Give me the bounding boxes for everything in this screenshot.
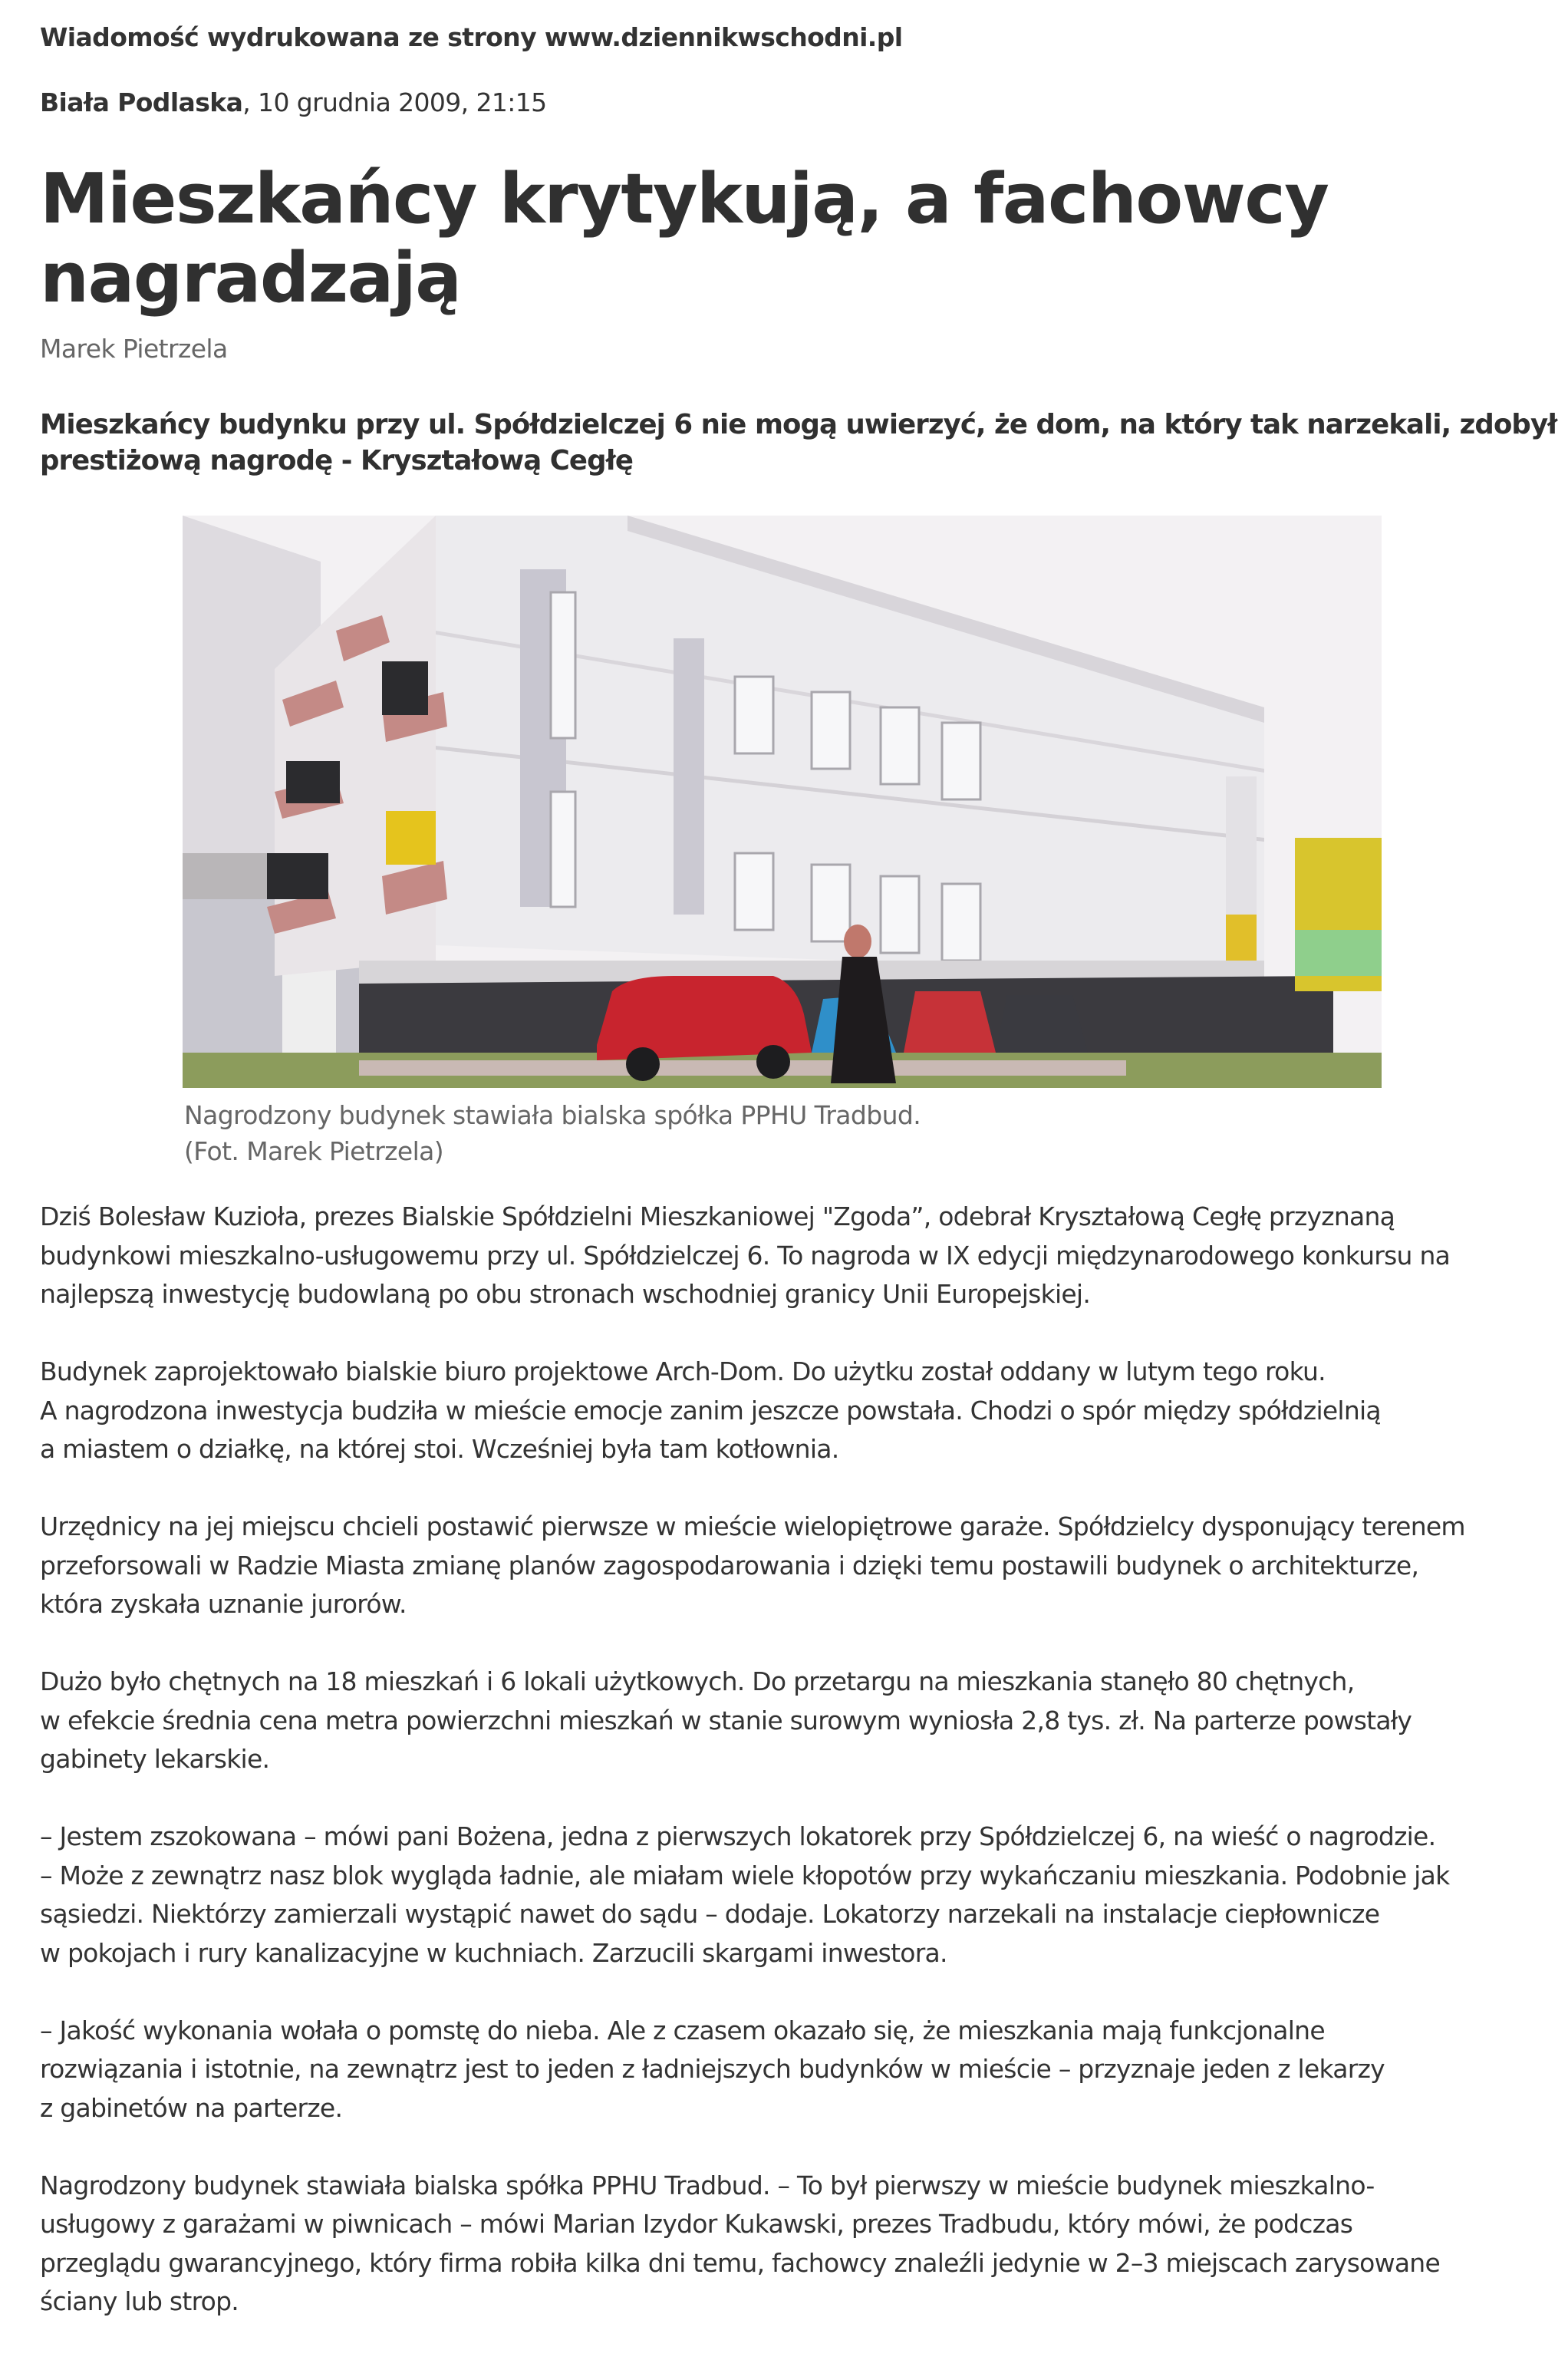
dateline-separator: , [242,87,259,117]
dateline-place: Biała Podlaska [40,87,243,117]
dateline [40,85,547,120]
paragraph-line: Budynek zaprojektowało bialskie biuro projektowe Arch-Dom. Do użytku został oddany w lutym tego roku. [40,1356,1326,1386]
paragraph-line: w efekcie średnia cena metra powierzchni mieszkań w stanie surowym wyniosła 2,8 tys. zł. Na parterze powstały [40,1705,1412,1735]
paragraph-line: – Jakość wykonania wołała o pomstę do nieba. Ale z czasem okazało się, że mieszkania mają funkcjonalne [40,2015,1325,2045]
paragraph [40,2167,1543,2322]
dateline-datetime: 10 grudnia 2009, 21:15 [258,87,547,117]
paragraph [40,2012,1543,2128]
paragraph-line: budynkowi mieszkalno-usługowemu przy ul. Spółdzielczej 6. To nagroda w IX edycji międzynarodowego konkursu na [40,1240,1451,1271]
title-line: nagradzają [40,238,461,318]
paragraph-line: Nagrodzony budynek stawiała bialska spółka PPHU Tradbud. – To był pierwszy w mieście budynek mieszkalno- [40,2170,1375,2200]
paragraph [40,1198,1543,1314]
paragraph [40,1663,1543,1779]
lead-line: Mieszkańcy budynku przy ul. Spółdzielczej 6 nie mogą uwierzyć, że dom, na który tak narzekali, zdobył [40,409,1557,440]
paragraph-line: przeforsowali w Radzie Miasta zmianę planów zagospodarowania i dzięki temu postawili budynek o architekturze, [40,1550,1419,1580]
paragraph-line: a miastem o działkę, na której stoi. Wcześniej była tam kotłownia. [40,1434,839,1464]
paragraph-line: Dziś Bolesław Kuzioła, prezes Bialskie Spółdzielni Mieszkaniowej "Zgoda”, odebrał Kryształową Cegłę przyznaną [40,1201,1395,1231]
building-photo [183,516,1382,1088]
paragraph [40,1353,1543,1469]
article-photo [183,516,1382,1088]
article-title [40,160,1328,318]
caption-credit: (Fot. Marek Pietrzela) [184,1136,444,1166]
paragraph-line: w pokojach i rury kanalizacyjne w kuchniach. Zarzucili skargami inwestora. [40,1937,947,1968]
paragraph-line: najlepszą inwestycję budowlaną po obu stronach wschodniej granicy Unii Europejskiej. [40,1279,1091,1309]
paragraph-line: – Może z zewnątrz nasz blok wygląda ładnie, ale miałam wiele kłopotów przy wykańczaniu mieszkania. Podobnie jak [40,1860,1450,1890]
source-line: Wiadomość wydrukowana ze strony www.dziennikwschodni.pl [40,22,903,52]
paragraph-line: gabinety lekarskie. [40,1744,270,1774]
paragraph [40,1508,1543,1624]
lead-line: prestiżową nagrodę - Kryształową Cegłę [40,445,634,476]
photo-caption [184,1097,921,1169]
paragraph-line: A nagrodzona inwestycja budziła w mieście emocje zanim jeszcze powstała. Chodzi o spór między spółdzielnią [40,1395,1381,1426]
paragraph-line: ściany lub strop. [40,2286,239,2316]
article-lead [40,407,1556,479]
paragraph [40,1818,1543,1973]
caption-line: Nagrodzony budynek stawiała bialska spółka PPHU Tradbud. [184,1100,921,1130]
paragraph-line: przeglądu gwarancyjnego, który firma robiła kilka dni temu, fachowcy znaleźli jedynie w 2–3 miejscach zarysowane [40,2247,1441,2278]
paragraph-line: sąsiedzi. Niektórzy zamierzali wystąpić nawet do sądu – dodaje. Lokatorzy narzekali na instalacje ciepłownicze [40,1899,1380,1929]
article-author: Marek Pietrzela [40,334,228,364]
title-line: Mieszkańcy krytykują, a fachowcy [40,159,1329,239]
paragraph-line: Dużo było chętnych na 18 mieszkań i 6 lokali użytkowych. Do przetargu na mieszkania stanęło 80 chętnych, [40,1666,1355,1696]
paragraph-line: z gabinetów na parterze. [40,2092,343,2123]
paragraph-line: Urzędnicy na jej miejscu chcieli postawić pierwsze w mieście wielopiętrowe garaże. Spółdzielcy dysponujący terenem [40,1511,1465,1541]
paragraph-line: – Jestem zszokowana – mówi pani Bożena, jedna z pierwszych lokatorek przy Spółdzielczej 6, na wieść o nagrodzie. [40,1821,1436,1851]
article-body [40,1198,1543,2360]
paragraph-line: usługowy z garażami w piwnicach – mówi Marian Izydor Kukawski, prezes Tradbudu, który mówi, że podczas [40,2209,1353,2239]
paragraph-line: rozwiązania i istotnie, na zewnątrz jest to jeden z ładniejszych budynków w mieście – przyznaje jeden z lekarzy [40,2054,1385,2084]
paragraph-line: która zyskała uznanie jurorów. [40,1589,407,1619]
